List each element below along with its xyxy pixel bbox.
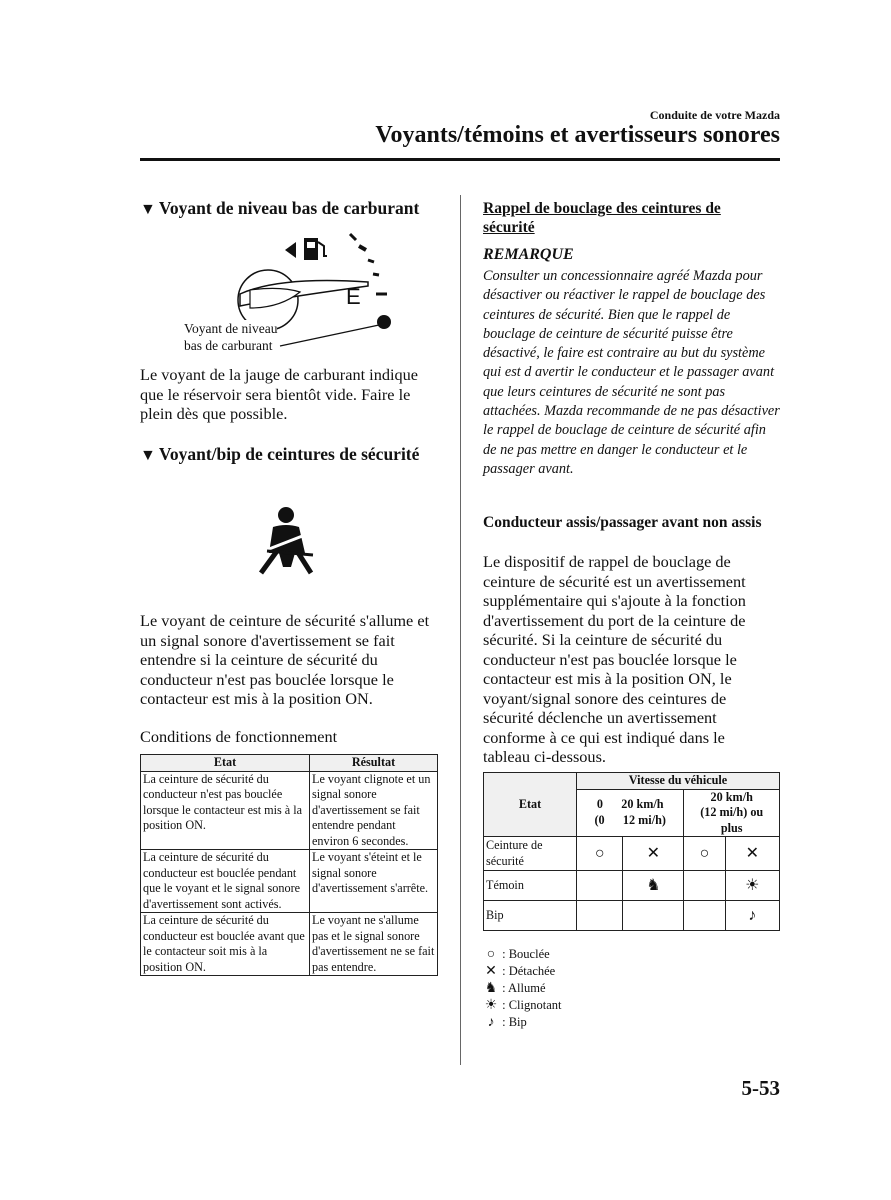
gauge-empty-letter: E [346,284,361,309]
legend-item [483,963,562,980]
table-cell: La ceinture de sécurité du conducteur est bouclée avant que le contacteur soit mis à la position ON. [141,913,310,976]
speed-high-line2: (12 mi/h) ou [700,805,764,819]
legend-item [483,980,562,997]
table-row [484,871,780,901]
table-row [484,837,780,871]
table-cell: La ceinture de sécurité du conducteur est bouclée pendant que le voyant et le signal sonore d'avertissement sont activés. [141,850,310,913]
beep-icon: ♪ [725,901,779,931]
lamp-on-icon: ♞ [623,871,684,901]
table-row [141,850,438,913]
table-cell: Le voyant s'éteint et le signal sonore d'avertissement s'arrête. [310,850,438,913]
section-label: Conduite de votre Mazda [649,108,780,122]
speed-high-line1: 20 km/h [710,789,753,804]
fuel-body: Le voyant de la jauge de carburant indique que le réservoir sera bientôt vide. Faire le plein dès que possible. [140,365,419,423]
remarque-text: Consulter un concessionnaire agréé Mazda pour désactiver ou réactiver le rappel de bouclage des ceintures de sécurité. Bien que le rappel de bouclage de ceinture de sécurité puisse être désactivé, le faire est contraire au but du système qui est d avertir le conducteur et le passager avant que leurs ceintures de sécurité ne sont pas attachées. Mazda recommande de ne pas désactiver le rappel de bouclage de ceinture de sécurité afin de ne pas mettre en danger le conducteur et le passager avant. [483,268,780,477]
page-title: Voyants/témoins et avertisseurs sonores [375,122,780,148]
belt-heading-text: Voyant/bip de ceintures de sécurité [158,444,420,464]
lamp-flash-icon: ☀ [484,998,498,1013]
lamp-flash-icon: ☀ [725,871,779,901]
fuel-heading-text: Voyant de niveau bas de carburant [158,198,420,218]
fastened-symbol: ○ [684,837,725,871]
speed-header: Vitesse du véhicule [577,773,780,790]
legend-item [483,946,562,963]
belt-body: Le voyant de ceinture de sécurité s'allume et un signal sonore d'avertissement se fait entendre si la ceinture de sécurité du conducteur n'est pas bouclée lorsque le contacteur est mis à la position ON. [140,611,430,708]
beep-icon: ♪ [487,1015,495,1030]
table-header-row [484,773,780,790]
speed-low-line2: (0 12 mi/h) [594,812,666,827]
table-row [141,771,438,850]
legend-item [483,997,562,1014]
speed-high-header [684,789,780,837]
empty-cell [684,901,725,931]
page-number: 5-53 [741,1076,780,1100]
legend-item [483,1014,562,1031]
speed-table [483,772,780,931]
driver-seated-heading: Conducteur assis/passager avant non assis [483,514,762,531]
row-label: Témoin [484,871,577,901]
seatbelt-icon [255,505,321,575]
col-header: Résultat [310,755,438,772]
speed-low-line1: 0 20 km/h [596,797,664,812]
header-rule [140,158,780,161]
table-cell: La ceinture de sécurité du conducteur n'est pas bouclée lorsque le contacteur est mis à la position ON. [141,771,310,850]
empty-cell [577,871,623,901]
fuel-pump-icon [285,238,327,260]
speed-low-header [577,789,684,837]
unfastened-symbol: ✕ [725,837,779,871]
triangle-icon: ▼ [140,201,156,218]
speed-high-line3: plus [720,820,743,835]
etat-header: Etat [484,773,577,837]
fuel-callout-label [184,320,277,354]
triangle-icon: ▼ [140,447,156,464]
empty-cell [577,901,623,931]
fuel-heading [140,198,419,219]
row-label: Ceinture de sécurité [484,837,577,871]
symbol-legend [483,946,562,1031]
col-header: Etat [141,755,310,772]
legend-text: : Allumé [502,981,546,995]
callout-line-2: bas de carburant [184,338,273,353]
circle-icon: ○ [486,947,496,962]
legend-text: : Bouclée [502,947,550,961]
conditions-label: Conditions de fonctionnement [140,727,338,746]
column-divider [460,195,461,1065]
table-cell: Le voyant ne s'allume pas et le signal sonore d'avertissement ne se fait pas entendre. [310,913,438,976]
reminder-heading: Rappel de bouclage des ceintures de sécurité [483,200,721,236]
table-row [141,913,438,976]
table-cell: Le voyant clignote et un signal sonore d'avertissement se fait entendre pendant environ 6 secondes. [310,771,438,850]
table-row [484,901,780,931]
belt-heading [140,444,419,465]
table-header-row [141,755,438,772]
row-label: Bip [484,901,577,931]
cross-icon: ✕ [485,964,497,979]
empty-cell [684,871,725,901]
empty-cell [623,901,684,931]
reminder-body: Le dispositif de rappel de bouclage de ceinture de sécurité est un avertissement supplémentaire qui s'ajoute à la fonction d'avertissement du port de la ceinture de sécurité. Si la ceinture de sécurité du conducteur n'est pas bouclée lorsque le contacteur est mis à la position ON, le voyant/signal sonore des ceintures de sécurité déclenche un avertissement conforme à ce qui est indiqué dans le tableau ci-dessous. [483,552,746,766]
remarque-label: REMARQUE [483,246,574,263]
legend-text: : Bip [502,1015,527,1029]
legend-text: : Clignotant [502,998,562,1012]
conditions-table [140,754,438,976]
legend-text: : Détachée [502,964,556,978]
low-fuel-lamp [377,315,391,329]
fastened-symbol: ○ [577,837,623,871]
callout-line [280,325,379,346]
callout-line-1: Voyant de niveau [184,321,278,336]
unfastened-symbol: ✕ [623,837,684,871]
lamp-on-icon: ♞ [484,981,498,996]
